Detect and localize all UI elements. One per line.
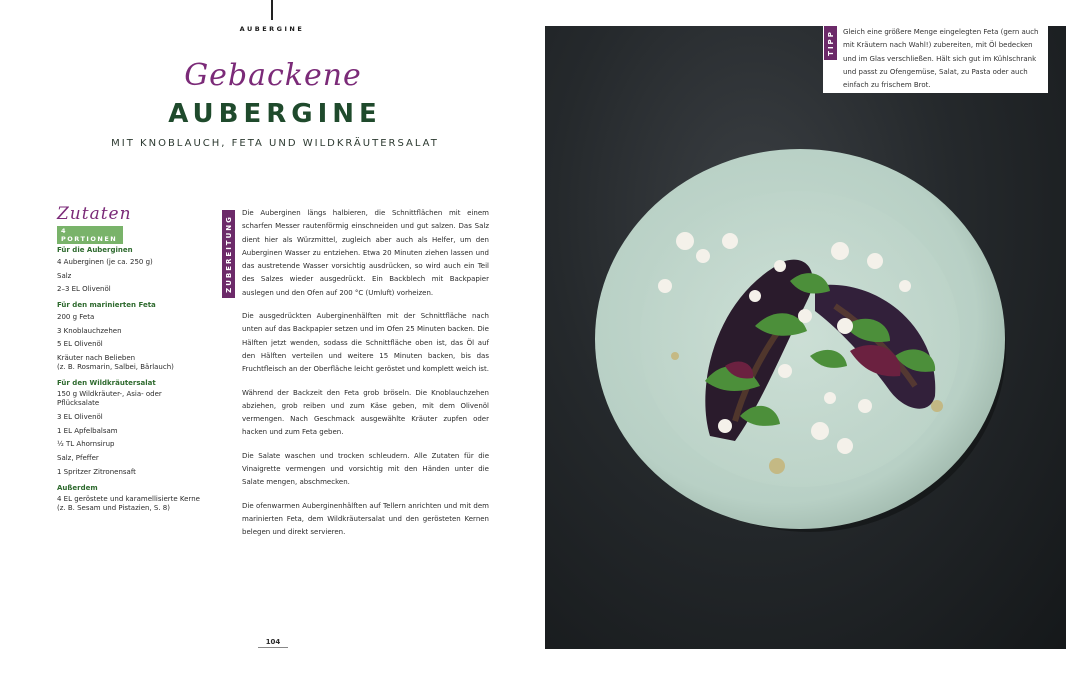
page-number: 104 [258,638,288,648]
tip-text: Gleich eine größere Menge eingelegten Feta (gern auch mit Kräutern nach Wahl!) zubereiten, mit Öl bedecken und im Glas verschließen. Hält sich gut im Kühlschrank und passt zu Ofengemüse, Salat, zu Pasta oder auch einfach zu frischem Brot. [843,28,1039,90]
page-title: AUBERGINE [168,99,382,129]
subtitle: MIT KNOBLAUCH, FETA UND WILDKRÄUTERSALAT [111,138,439,149]
dish-illustration [545,26,1066,649]
ingredient-item: ½ TL Ahornsirup [57,440,115,449]
ingredient-item: Salz, Pfeffer [57,454,99,462]
ingredient-item: 3 Knoblauchzehen [57,326,122,335]
ingredient-item: 4 EL geröstete und karamellisierte Kerne (z. B. Sesam und Pistazien, S. 8) [57,495,200,512]
method-label: ZUBEREITUNG [224,215,233,293]
ingredient-item: 2–3 EL Olivenöl [57,285,111,294]
running-head: AUBERGINE [239,25,305,33]
method-paragraph: Die Auberginen längs halbieren, die Schnittflächen mit einem scharfen Messer rautenförmig einschneiden und gut salzen. Das Salz dient hier als Würzmittel, zugleich aber auch als Helfer, um den Auberginen Wasser zu entziehen. Etwa 20 Minuten ziehen lassen und das austretende Wasser vorsichtig ausdrücken, so wird auch ein Teil des Salzes wieder ausgedrückt. Ein Backblech mit Backpapier auslegen und den Ofen auf 200 °C (Umluft) vorheizen. [242,209,489,297]
tip-tab [824,26,837,60]
ingredient-item: 150 g Wildkräuter-, Asia- oder Pflücksalate [57,390,162,407]
ingredients-heading: Zutaten [57,204,132,224]
ingredient-item: Salz [57,271,72,280]
ingredients-list [57,246,227,518]
method-paragraph: Die ausgedrückten Auberginenhälften mit der Schnittfläche nach unten auf das Backpapier setzen und im Ofen 25 Minuten backen. Die Hälften jetzt wenden, sodass die Schnittfläche oben ist, das Öl auf den Hälften verteilen und weitere 15 Minuten backen, bis das Fruchtfleisch an der Oberfläche leicht geröstet und komplett weich ist. [242,312,489,374]
method-paragraph: Die ofenwarmen Auberginenhälften auf Tellern anrichten und mit dem marinierten Feta, dem Wildkräutersalat und den gerösteten Kernen belegen und direkt servieren. [242,501,489,537]
ingredient-group-title: Für den Wildkräutersalat [57,378,156,387]
ingredient-group-title: Für die Auberginen [57,246,133,254]
portions-badge: 4 PORTIONEN [57,226,123,244]
ingredient-group-title: Für den marinierten Feta [57,301,156,309]
ingredient-item: Kräuter nach Belieben (z. B. Rosmarin, Salbei, Bärlauch) [57,354,174,371]
method-paragraph: Während der Backzeit den Feta grob bröseln. Die Knoblauchzehen abziehen, grob reiben und zum Käse geben, mit dem Olivenöl vermengen. Nach Geschmack ausgewählte Kräuter zupfen oder hacken und zum Feta geben. [242,388,489,437]
tip-label: TIPP [826,30,835,56]
ingredient-item: 1 Spritzer Zitronensaft [57,467,136,476]
dish-photo [545,26,1066,649]
ingredient-item: 1 EL Apfelbalsam [57,426,118,435]
ingredient-item: 3 EL Olivenöl [57,412,103,421]
ingredient-item: 5 EL Olivenöl [57,340,103,349]
method-text [242,207,489,550]
method-tab [222,210,235,298]
ingredient-item: 4 Auberginen (je ca. 250 g) [57,257,153,266]
ingredient-item: 200 g Feta [57,312,95,321]
method-paragraph: Die Salate waschen und trocken schleudern. Alle Zutaten für die Vinaigrette vermengen und vorsichtig mit den Händen unter die Salate mengen, abschmecken. [242,451,489,487]
top-rule [271,0,273,20]
title-script: Gebackene [184,58,362,93]
ingredient-group-title: Außerdem [57,483,98,492]
